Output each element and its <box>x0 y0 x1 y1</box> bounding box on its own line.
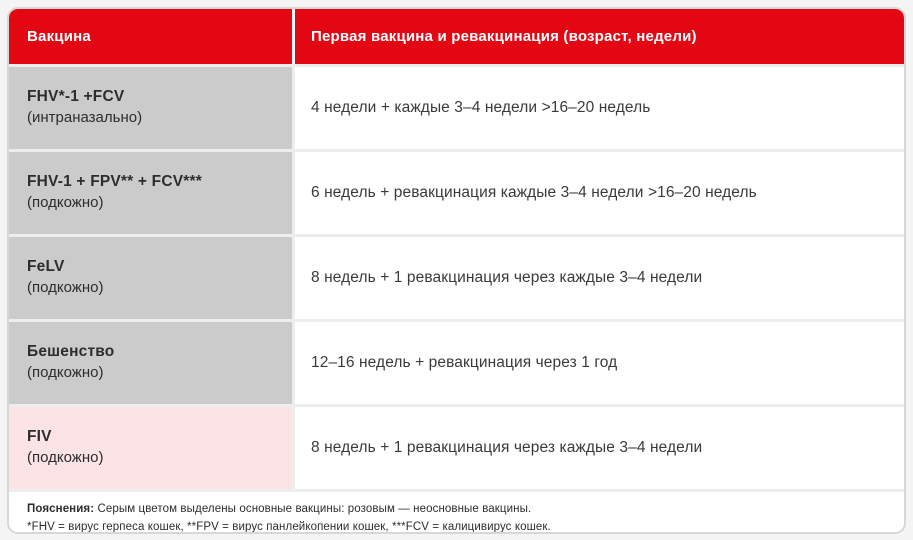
table-row <box>9 319 904 404</box>
table-row <box>9 404 904 489</box>
table-row <box>9 234 904 319</box>
vaccine-cell <box>9 67 295 149</box>
table-header-row <box>9 9 904 64</box>
header-vaccine-label: Вакцина <box>27 28 91 45</box>
vaccination-table-card <box>7 7 906 534</box>
vaccine-cell <box>9 407 295 489</box>
vaccine-name: Бешенство <box>27 343 115 361</box>
vaccine-route: (интраназально) <box>27 109 143 127</box>
vaccine-cell <box>9 237 295 319</box>
vaccine-cell <box>9 152 295 234</box>
footnote-text: Серым цветом выделены основные вакцины: розовым — неосновные вакцины. <box>94 503 532 515</box>
table-row <box>9 64 904 149</box>
header-cell-schedule <box>295 9 904 64</box>
schedule-cell <box>295 322 904 404</box>
vaccine-name: FHV*-1 +FCV <box>27 88 125 106</box>
schedule-text: 8 недель + 1 ревакцинация через каждые 3–4 недели <box>311 268 703 286</box>
vaccine-name: FeLV <box>27 258 65 276</box>
footnote-section <box>9 489 904 534</box>
vaccine-route: (подкожно) <box>27 364 104 382</box>
table-row <box>9 149 904 234</box>
schedule-text: 4 недели + каждые 3–4 недели >16–20 недель <box>311 98 651 116</box>
vaccine-route: (подкожно) <box>27 279 104 297</box>
schedule-text: 6 недель + ревакцинация каждые 3–4 недели >16–20 недель <box>311 183 757 201</box>
vaccine-cell <box>9 322 295 404</box>
footnote-label: Пояснения: <box>27 503 95 515</box>
header-schedule-label: Первая вакцина и ревакцинация (возраст, недели) <box>311 28 697 45</box>
schedule-cell <box>295 152 904 234</box>
schedule-text: 8 недель + 1 ревакцинация через каждые 3–4 недели <box>311 438 703 456</box>
vaccine-name: FHV-1 + FPV** + FCV*** <box>27 173 202 191</box>
schedule-cell <box>295 407 904 489</box>
schedule-text: 12–16 недель + ревакцинация через 1 год <box>311 353 618 371</box>
footnote-line-2: *FHV = вирус герпеса кошек, **FPV = вирус панлейкопении кошек, ***FCV = калицивирус кошек. <box>27 520 551 533</box>
footnote-line-1 <box>27 501 890 519</box>
header-cell-vaccine <box>9 9 295 64</box>
vaccine-route: (подкожно) <box>27 194 104 212</box>
vaccine-name: FIV <box>27 428 52 446</box>
schedule-cell <box>295 237 904 319</box>
vaccine-route: (подкожно) <box>27 449 104 467</box>
schedule-cell <box>295 67 904 149</box>
